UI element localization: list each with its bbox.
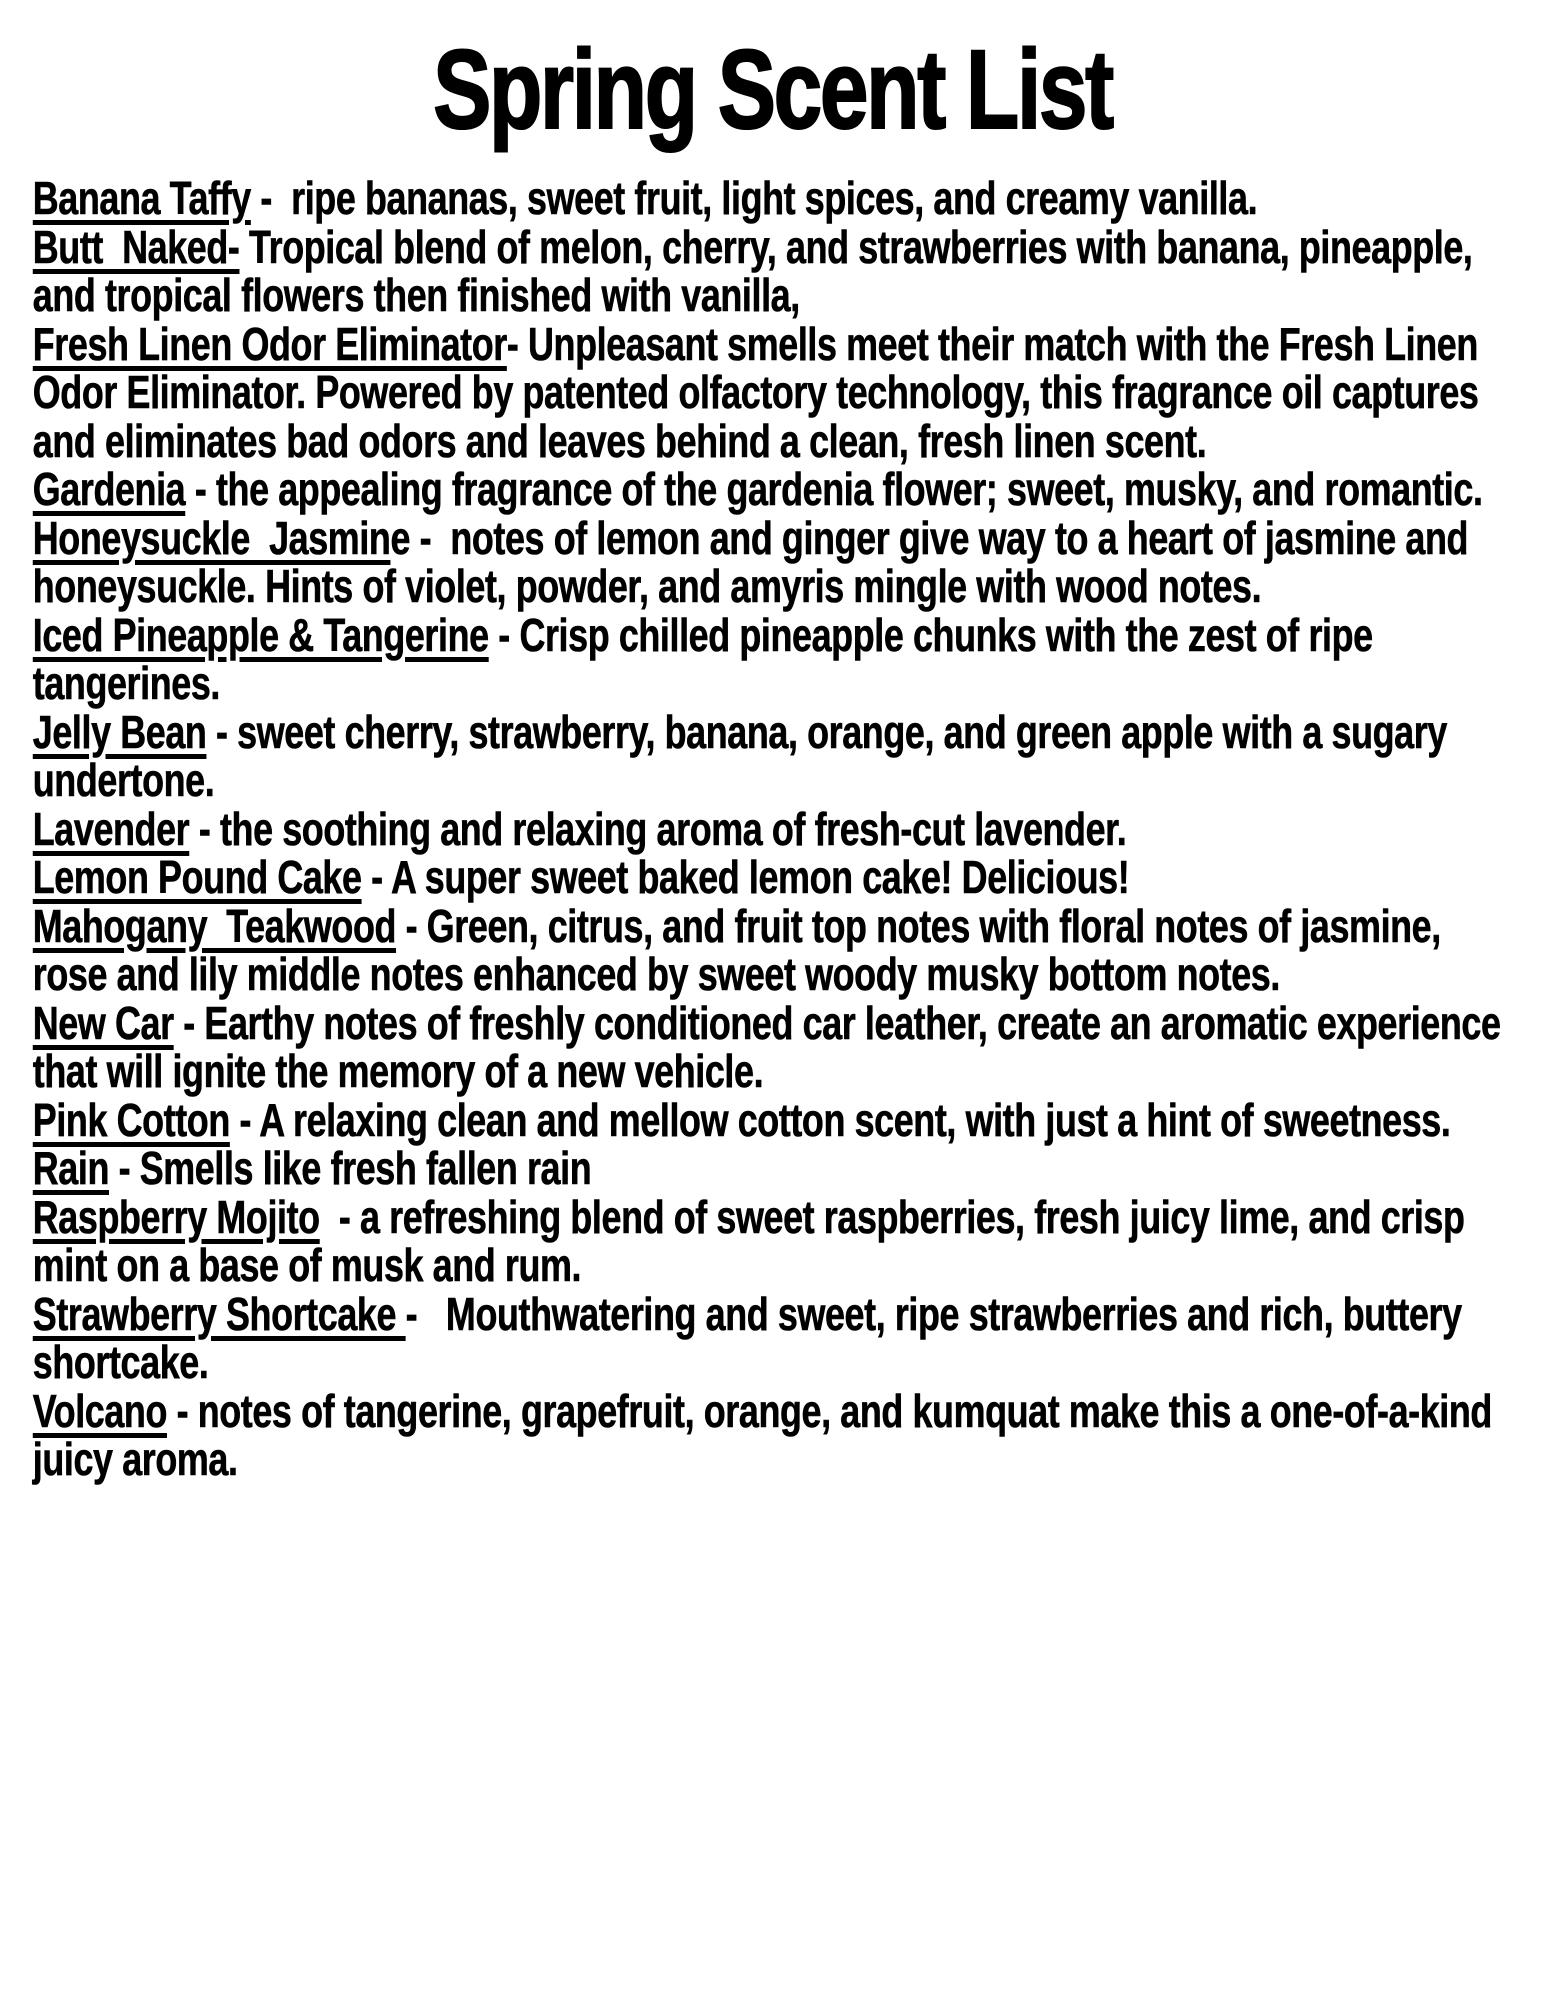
scent-name: Strawberry Shortcake <box>32 1287 406 1340</box>
content-area <box>0 20 1545 1484</box>
scent-name: New Car <box>32 996 174 1049</box>
scent-description: - the appealing fragrance of the gardenia flower; sweet, musky, and romantic. <box>185 463 1483 515</box>
scent-description: e - notes of lemon and ginger give way to a heart of jasmine and honeysuckle. Hints of violet, powder, and amyris mingle with wood notes. <box>32 511 1478 612</box>
scent-description: - the soothing and relaxing aroma of fresh-cut lavender. <box>189 802 1127 855</box>
scent-entry <box>32 317 1512 467</box>
scent-name: Gardenia <box>32 463 186 515</box>
scent-entry <box>32 511 1512 612</box>
scent-description: - Mouthwatering and sweet, ripe strawberries and rich, buttery shortcake. <box>32 1287 1472 1388</box>
scent-description: - A super sweet baked lemon cake! Delicious! <box>361 851 1130 903</box>
scent-name: Jelly Bean <box>32 705 207 758</box>
scent-description: - notes of tangerine, grapefruit, orange, and kumquat make this a one-of-a-kind juicy aroma. <box>32 1384 1502 1485</box>
scent-list <box>33 174 1512 1484</box>
scent-entry <box>32 1190 1512 1291</box>
scent-entry <box>32 1287 1512 1388</box>
scent-name: Lavender <box>32 802 190 855</box>
scent-name: Mahogany Teakwood <box>32 899 397 952</box>
scent-name: Rain <box>32 1142 109 1194</box>
scent-entry <box>32 899 1512 1000</box>
scent-description: - A relaxing clean and mellow cotton scent, with just a hint of sweetness. <box>229 1093 1451 1146</box>
scent-name: Banana Taffy <box>32 172 251 224</box>
scent-description: - Smells like fresh fallen rain <box>108 1142 592 1194</box>
scent-name: Lemon Pound Cake <box>32 851 362 903</box>
scent-entry <box>32 802 1512 855</box>
scent-description: - Green, citrus, and fruit top notes with floral notes of jasmine, rose and lily middle notes enhanced by sweet woody musky bottom notes. <box>32 899 1451 1000</box>
scent-name: Honeysuckle Jasmin <box>32 511 391 564</box>
scent-entry <box>33 853 1512 902</box>
scent-entry <box>32 996 1512 1097</box>
scent-name: Volcano <box>32 1384 167 1437</box>
scent-name: Pink Cotton <box>32 1093 230 1146</box>
scent-entry <box>33 1144 1512 1193</box>
scent-entry <box>32 220 1512 321</box>
page-title: Spring Scent List <box>433 27 1112 152</box>
scent-description: Tropical blend of melon, cherry, and strawberries with banana, pineapple, and tropical flowers then finished with vanilla, <box>32 220 1483 321</box>
scent-description: - Earthy notes of freshly conditioned car leather, create an aromatic experience that will ignite the memory of a new vehicle. <box>32 996 1511 1097</box>
scent-entry <box>32 608 1512 709</box>
scent-name: Fresh Linen Odor Eliminator <box>32 317 507 370</box>
scent-entry <box>32 705 1512 806</box>
scent-name: Iced Pineapple & Tangerine <box>32 608 489 661</box>
scent-entry <box>32 1093 1512 1146</box>
scent-entry <box>32 1384 1512 1485</box>
scent-description: - Unpleasant smells meet their match with the Fresh Linen Odor Eliminator. Powered by patented olfactory technology, this fragrance oil captures and eliminates bad odors and leaves behind a clean, fresh linen scent. <box>32 317 1489 467</box>
scent-name: Butt Naked- <box>32 220 240 273</box>
scent-description: - a refreshing blend of sweet raspberries, fresh juicy lime, and crisp mint on a base of musk and rum. <box>32 1190 1475 1291</box>
scent-entry <box>33 465 1512 514</box>
scent-name: Raspberry Mojito <box>32 1190 320 1243</box>
scent-description: - Crisp chilled pineapple chunks with the zest of ripe tangerines. <box>32 608 1383 709</box>
scent-description: - sweet cherry, strawberry, banana, orange, and green apple with a sugary undertone. <box>32 705 1457 806</box>
scent-description: - ripe bananas, sweet fruit, light spices, and creamy vanilla. <box>250 172 1258 224</box>
scent-entry <box>33 174 1512 223</box>
